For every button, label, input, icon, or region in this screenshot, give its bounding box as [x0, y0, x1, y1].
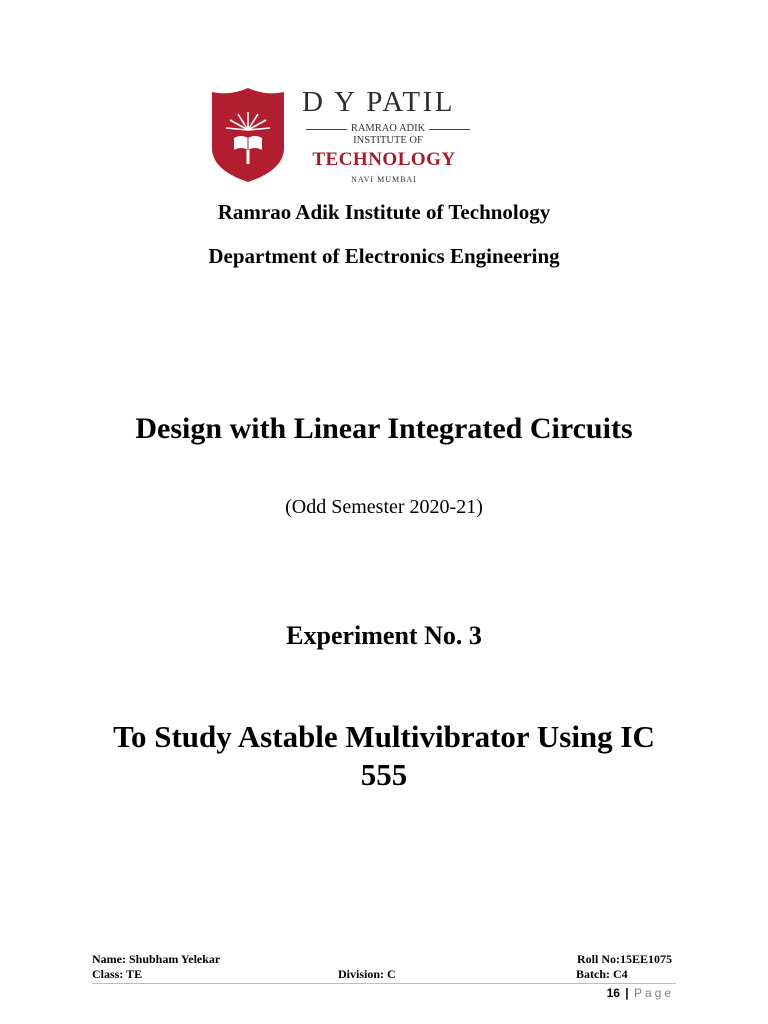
semester-label: (Odd Semester 2020-21) [285, 496, 483, 518]
experiment-title [0, 718, 768, 794]
logo-technology-text: TECHNOLOGY [312, 149, 456, 170]
logo-brand-text: D Y PATIL [302, 86, 456, 118]
student-name: Name: Shubham Yelekar [92, 952, 221, 966]
page-number-value: 16 [606, 986, 620, 1000]
page-word: Page [633, 986, 674, 1000]
shield-crest-icon [208, 86, 288, 184]
roll-number: Roll No:15EE1075 [576, 952, 672, 966]
logo-subtitle [302, 123, 474, 147]
page-number [607, 986, 674, 1000]
batch-label: Batch: C4 [576, 967, 628, 981]
page-number-separator: | [625, 986, 629, 1000]
division-label: Division: C [338, 967, 396, 981]
logo-subtitle-line2: INSTITUTE OF [353, 135, 423, 146]
experiment-number: Experiment No. 3 [286, 621, 482, 650]
course-title: Design with Linear Integrated Circuits [135, 412, 633, 445]
experiment-title-text: To Study Astable Multivibrator Using IC 555 [113, 719, 655, 792]
institute-logo [208, 86, 478, 190]
footer-row-2 [92, 967, 676, 982]
logo-subtitle-line1: RAMRAO ADIK [302, 123, 474, 135]
footer-divider [92, 983, 676, 984]
department-name: Department of Electronics Engineering [208, 244, 560, 268]
institute-name: Ramrao Adik Institute of Technology [217, 200, 551, 224]
class-label: Class: TE [92, 967, 143, 981]
footer-row-1 [92, 952, 676, 967]
logo-city-text: NAVI MUMBAI [351, 175, 417, 184]
